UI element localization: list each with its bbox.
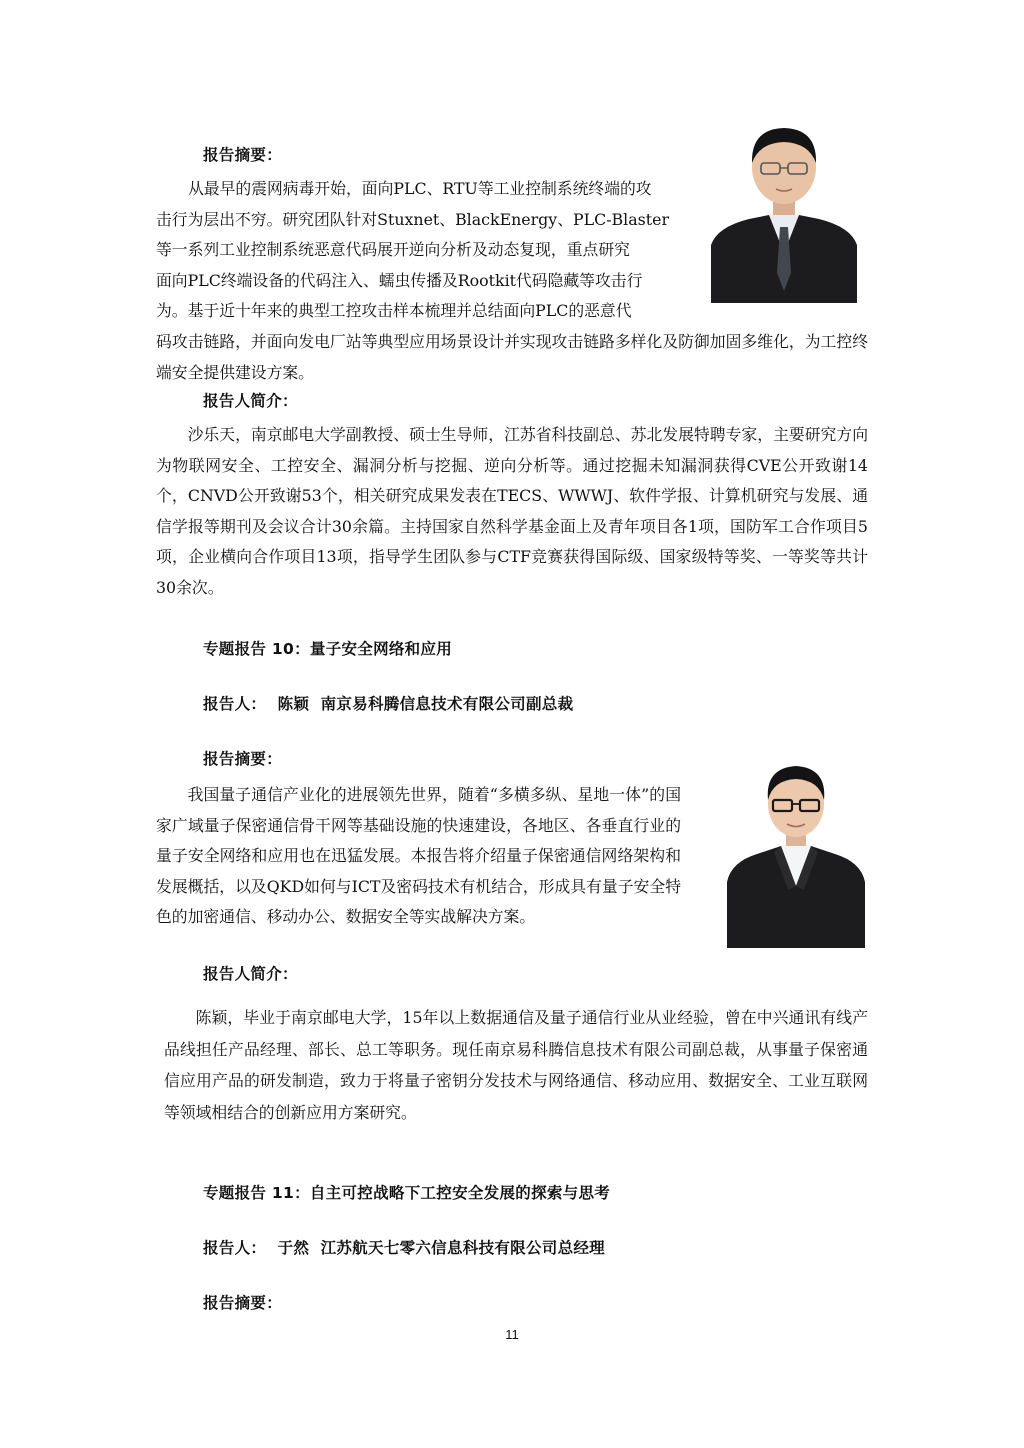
abstract-1-line: 击行为层出不穷。研究团队针对Stuxnet、BlackEnergy、PLC-Blaster <box>156 209 669 229</box>
abstract-heading-2: 报告摘要： <box>203 750 283 768</box>
bio-2-text: 陈颖，毕业于南京邮电大学，15年以上数据通信及量子通信行业从业经验，曾在中兴通讯有线产品线担任产品经理、部长、总工等职务。现任南京易科腾信息技术有限公司副总裁，从事量子保密通信应用产品的研发制造，致力于将量子密钥分发技术与网络通信、移动应用、数据安全、工业互联网等领域相结合的创新应用方案研究。 <box>164 1008 868 1122</box>
bio-heading-1: 报告人简介： <box>203 392 298 410</box>
abstract-1-line: 为。基于近十年来的典型工控攻击样本梳理并总结面向PLC的恶意代 <box>156 301 632 321</box>
abstract-heading-3: 报告摘要： <box>203 1294 283 1312</box>
abstract-1-line: 从最早的震网病毒开始，面向PLC、RTU等工业控制系统终端的攻 <box>188 179 652 198</box>
bio-1-text: 沙乐天，南京邮电大学副教授、硕士生导师，江苏省科技副总、苏北发展特聘专家，主要研究方向为物联网安全、工控安全、漏洞分析与挖掘、逆向分析等。通过挖掘未知漏洞获得CVE公开致谢14个，CNVD公开致谢53个，相关研究成果发表在TECS、WWWJ、软件学报、计算机研究与发展、通信学报等期刊及会议合计30余篇。主持国家自然科学基金面上及青年项目各1项，国防军工合作项目5项，企业横向合作项目13项，指导学生团队参与CTF竞赛获得国际级、国家级特等奖、一等奖等共计30余次。 <box>156 425 868 597</box>
abstract-1-wrap-block <box>156 174 704 327</box>
abstract-2-text: 我国量子通信产业化的进展领先世界，随着“多横多纵、星地一体”的国家广域量子保密通信骨干网等基础设施的快速建设，各地区、各垂直行业的量子安全网络和应用也在迅猛发展。本报告将介绍量子保密通信网络架构和发展概括，以及QKD如何与ICT及密码技术有机结合，形成具有量子安全特色的加密通信、移动办公、数据安全等实战解决方案。 <box>156 785 681 927</box>
report-11-title: 专题报告 11：自主可控战略下工控安全发展的探索与思考 <box>203 1184 611 1202</box>
report-11-speaker: 报告人： 于然 江苏航天七零六信息科技有限公司总经理 <box>203 1239 605 1257</box>
report-10-title: 专题报告 10：量子安全网络和应用 <box>203 640 453 658</box>
report-10-speaker: 报告人： 陈颖 南京易科腾信息技术有限公司副总裁 <box>203 695 574 713</box>
page-number: 11 <box>505 1327 519 1342</box>
abstract-1-line: 等一系列工业控制系统恶意代码展开逆向分析及动态复现，重点研究 <box>156 240 630 260</box>
speaker-photo-sha-letian <box>711 123 857 303</box>
speaker-photo-chen-ying <box>727 762 865 948</box>
abstract-heading-1: 报告摘要： <box>203 146 283 164</box>
abstract-1-line: 面向PLC终端设备的代码注入、蠕虫传播及Rootkit代码隐藏等攻击行 <box>156 270 643 290</box>
abstract-1-tail: 码攻击链路，并面向发电厂站等典型应用场景设计并实现攻击链路多样化及防御加固多维化，为工控终端安全提供建设方案。 <box>156 332 868 382</box>
bio-heading-2: 报告人简介： <box>203 965 298 983</box>
